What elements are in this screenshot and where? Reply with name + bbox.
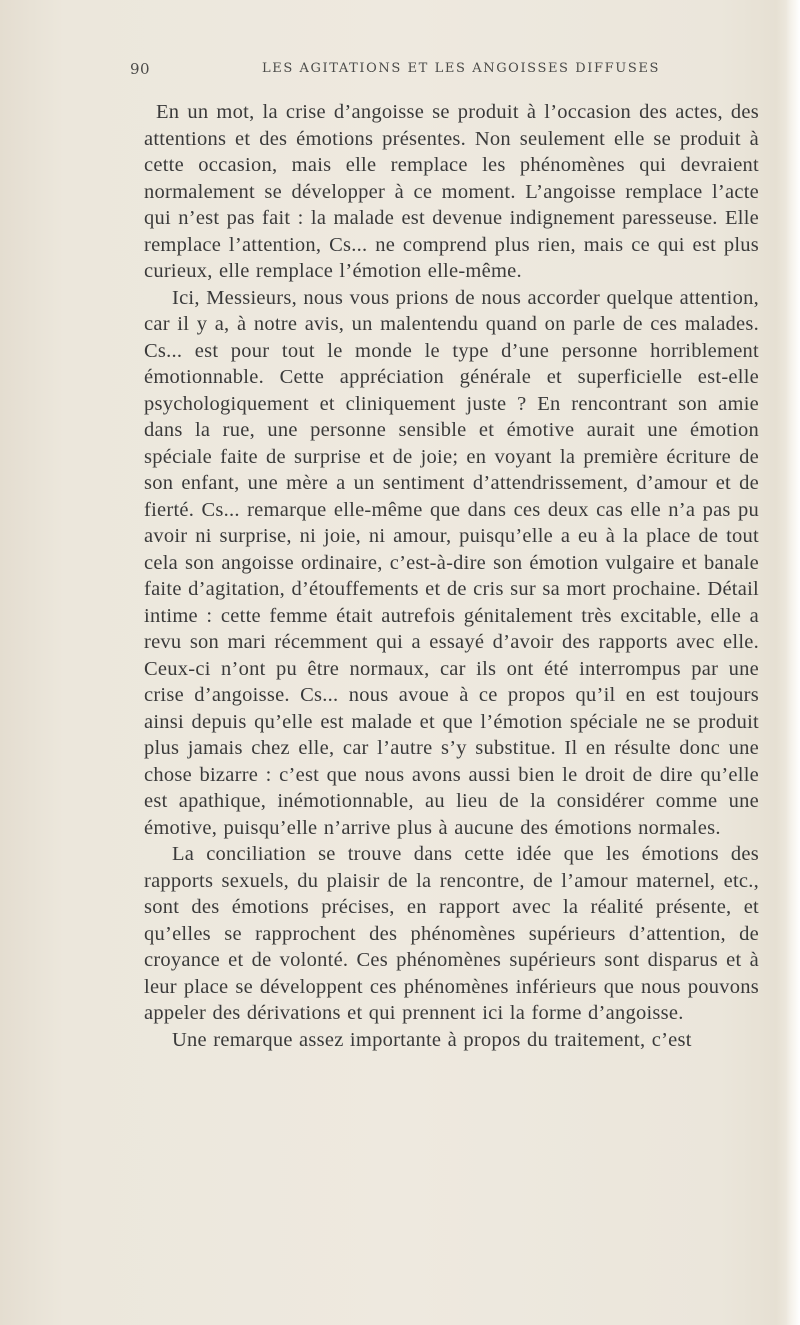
paragraph: Ici, Messieurs, nous vous prions de nous accorder quelque attention, car il y a, à notre avis, un malentendu quand on parle de ces malades. Cs... est pour tout le monde le type d’une personne horriblement émotionnable. Cette appréciation générale et superficielle est-elle psychologiquement et cliniquement juste ? En rencontrant son amie dans la rue, une personne sensible et émotive aurait une émotion spéciale faite de surprise et de joie; en voyant la première écriture de son enfant, une mère a un sentiment d’attendrissement, d’amour et de fierté. Cs... remarque elle-même que dans ces deux cas elle n’a pas pu avoir ni surprise, ni joie, ni amour, puisqu’elle a eu à la place de tout cela son angoisse ordinaire, c’est-à-dire son émotion vulgaire et banale faite d’agitation, d’étouffements et de cris sur sa mort prochaine. Détail intime : cette femme était autrefois génitalement très excitable, elle a revu son mari récemment qui a essayé d’avoir des rapports avec elle. Ceux-ci n’ont pu être normaux, car ils ont été interrompus par une crise d’angoisse. Cs... nous avoue à ce propos qu’il en est toujours ainsi depuis qu’elle est malade et que l’émotion spéciale ne se produit plus jamais chez elle, car l’autre s’y substitue. Il en résulte donc une chose bizarre : c’est que nous avons aussi bien le droit de dire qu’elle est apathique, inémotionnable, au lieu de la considérer comme une émotive, puisqu’elle n’arrive plus à aucune des émotions normales.: [144, 286, 759, 839]
page-header: [130, 60, 800, 90]
page-number: 90: [130, 60, 151, 78]
paragraph: La conciliation se trouve dans cette idée que les émotions des rapports sexuels, du plaisir de la rencontre, de l’amour maternel, etc., sont des émotions précises, en rapport avec la réalité présente, et qu’elles se rapprochent des phénomènes supérieurs d’attention, de croyance et de volonté. Ces phénomènes supérieurs sont disparus et à leur place se développent ces phénomènes inférieurs que nous pouvons appeler des dérivations et qui prennent ici la forme d’angoisse.: [144, 843, 759, 1024]
body-text: [144, 99, 759, 1053]
paragraph: Une remarque assez importante à propos du traitement, c’est: [172, 1028, 692, 1051]
paragraph: En un mot, la crise d’angoisse se produit à l’occasion des actes, des attentions et des émotions présentes. Non seulement elle se produit à cette occasion, mais elle remplace les phénomènes qui devraient normalement se développer à ce moment. L’angoisse remplace l’acte qui n’est pas fait : la malade est devenue indignement paresseuse. Elle remplace l’attention, Cs... ne comprend plus rien, mais ce qui est plus curieux, elle remplace l’émotion elle-même.: [144, 101, 759, 282]
page-edge: [786, 0, 800, 1325]
running-head: LES AGITATIONS ET LES ANGOISSES DIFFUSES: [262, 61, 660, 76]
